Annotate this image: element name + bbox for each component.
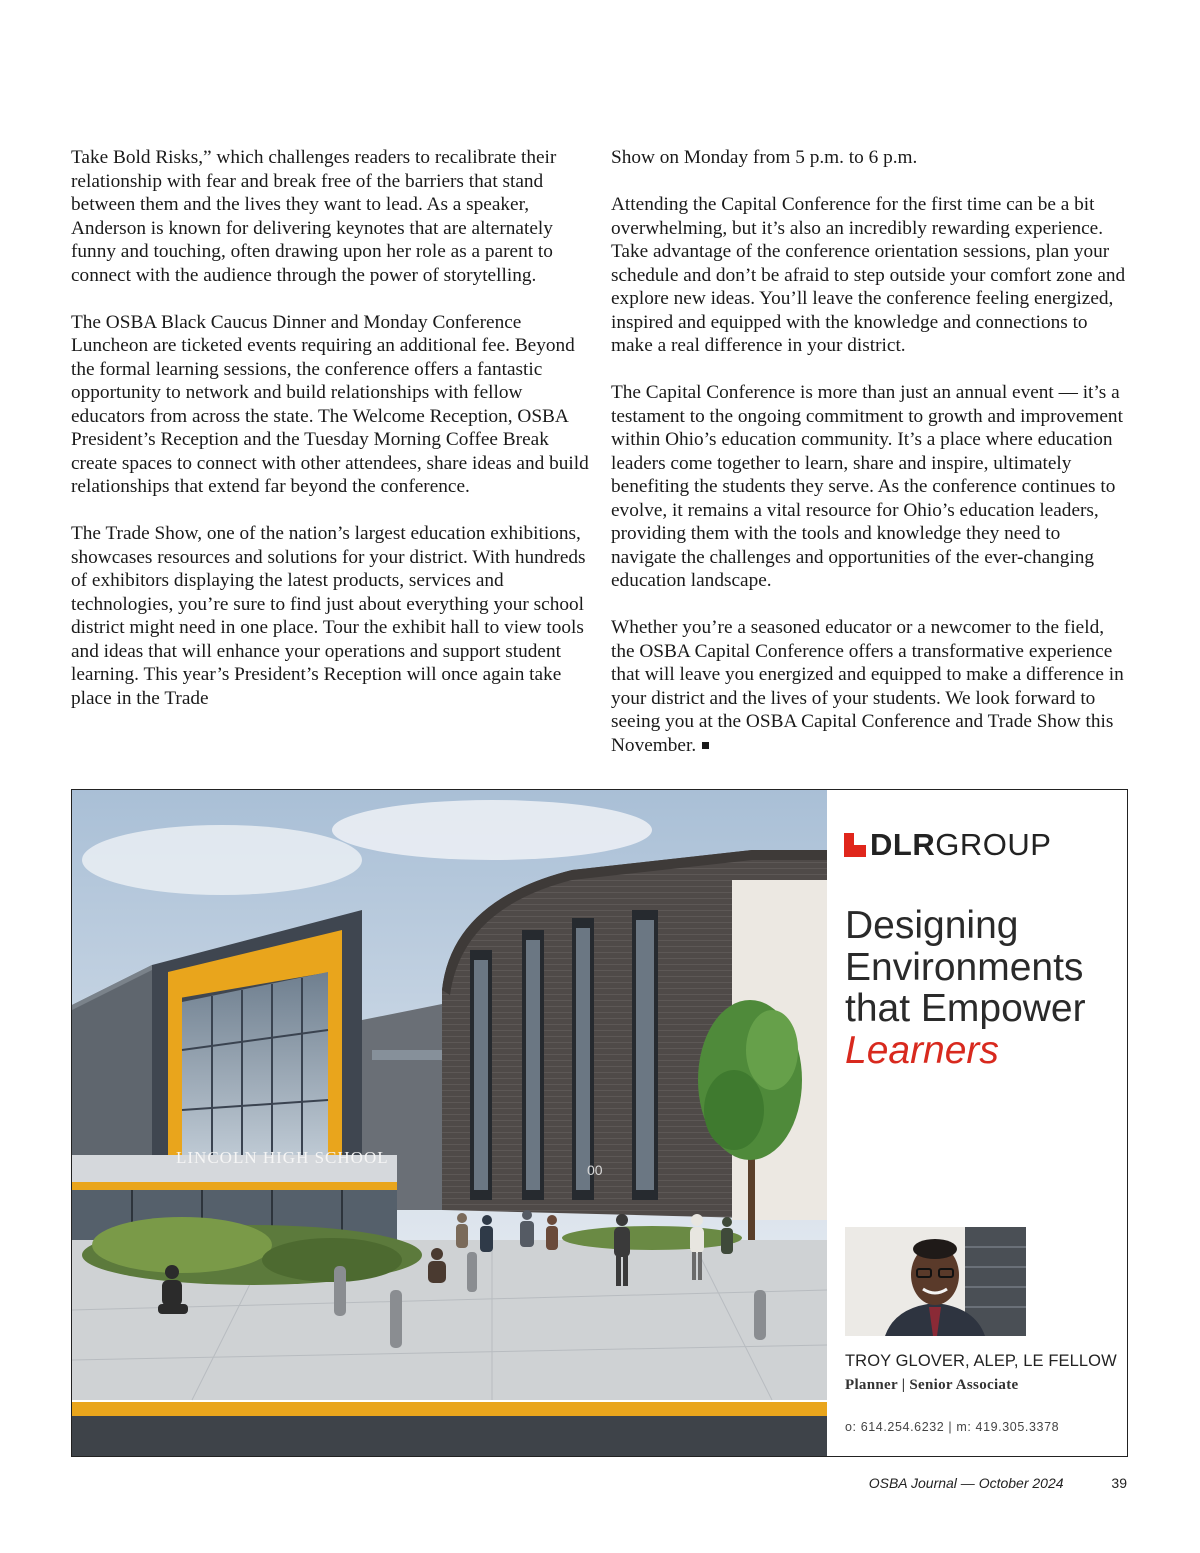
end-of-article-mark <box>702 742 709 749</box>
school-sign: LINCOLN HIGH SCHOOL <box>176 1148 389 1167</box>
headshot-photo <box>845 1227 1026 1336</box>
school-building-rendering <box>72 790 827 1456</box>
article-left-column <box>71 146 589 734</box>
article-paragraph-text: Whether you’re a seasoned educator or a newcomer to the field, the OSBA Capital Conference offers a transformative experience that will leave you energized and equipped to make a difference in your district and the lives of your students. We look forward to seeing you at the OSBA Capital Conference and Trade Show this November. <box>611 617 1124 756</box>
article-paragraph: Take Bold Risks,” which challenges readers to recalibrate their relationship with fear and break free of the barriers that stand between them and the lives they want to lead. As a speaker, Anderson is known for delivering keynotes that are alternately funny and touching, often drawing upon her role as a parent to connect with the audience through the power of storytelling. <box>71 147 557 286</box>
headline-line: Designing <box>845 904 1019 947</box>
page-footer <box>869 1475 1127 1491</box>
article-paragraph: The OSBA Black Caucus Dinner and Monday Conference Luncheon are ticketed events requiring an additional fee. Beyond the formal learning sessions, the conference offers a fantastic opportunity to network and build relationships with fellow educators from across the state. The Welcome Reception, OSBA President’s Reception and the Tuesday Morning Coffee Break create spaces to connect with other attendees, share ideas and build relationships that extend far beyond the conference. <box>71 311 589 497</box>
article-paragraph: The Capital Conference is more than just an annual event — it’s a testament to the ongoing commitment to growth and improvement within Ohio’s education community. It’s a place where education leaders come together to learn, share and inspire, ultimately benefiting the students they serve. As the conference continues to evolve, it remains a vital resource for Ohio’s education leaders, providing them with the tools and knowledge they need to navigate the challenges and opportunities of the ever-changing education landscape. <box>611 382 1123 591</box>
article-right-column <box>611 146 1130 781</box>
logo-light: GROUP <box>935 827 1052 862</box>
article-paragraph: The Trade Show, one of the nation’s largest education exhibitions, showcases resources and solutions for your district. With hundreds of exhibitors displaying the latest products, services and technologies, you’re sure to find just about everything your school district might need in one place. Tour the exhibit hall to view tools and ideas that will enhance your operations and support student learning. This year’s President’s Reception will once again take place in the Trade <box>71 523 586 709</box>
article-paragraph: Attending the Capital Conference for the first time can be a bit overwhelming, but it’s also an incredibly rewarding experience. Take advantage of the conference orientation sessions, plan your schedule and don’t be afraid to step outside your comfort zone and explore new ideas. You’ll leave the conference feeling energized, inspired and equipped with the knowledge and connections to make a real difference in your district. <box>611 194 1126 356</box>
article-paragraph: Show on Monday from 5 p.m. to 6 p.m. <box>611 147 918 168</box>
person-title: Planner | Senior Associate <box>845 1377 1019 1393</box>
dlr-logo-mark-icon <box>844 833 866 857</box>
ad-info-panel <box>827 790 1127 1456</box>
page-number: 39 <box>1111 1475 1127 1491</box>
building-number: 00 <box>587 1162 603 1178</box>
dlr-group-advertisement <box>71 789 1128 1457</box>
dlr-group-logo <box>844 827 1052 862</box>
person-name: TROY GLOVER, ALEP, LE FELLOW <box>845 1352 1117 1370</box>
ad-headline <box>845 905 1086 1071</box>
tower-glass <box>182 972 328 1170</box>
headline-accent: Learners <box>845 1028 999 1072</box>
journal-issue: OSBA Journal — October 2024 <box>868 1475 1064 1491</box>
contact-phone-numbers: o: 614.254.6232 | m: 419.305.3378 <box>845 1420 1060 1434</box>
logo-bold: DLR <box>870 827 936 862</box>
article-paragraph-last <box>611 616 1130 757</box>
yellow-curb <box>72 1402 827 1416</box>
logo-wordmark <box>870 827 1052 862</box>
headline-line: that Empower <box>845 987 1086 1030</box>
road <box>72 1416 827 1456</box>
headline-line: Environments <box>845 945 1084 989</box>
